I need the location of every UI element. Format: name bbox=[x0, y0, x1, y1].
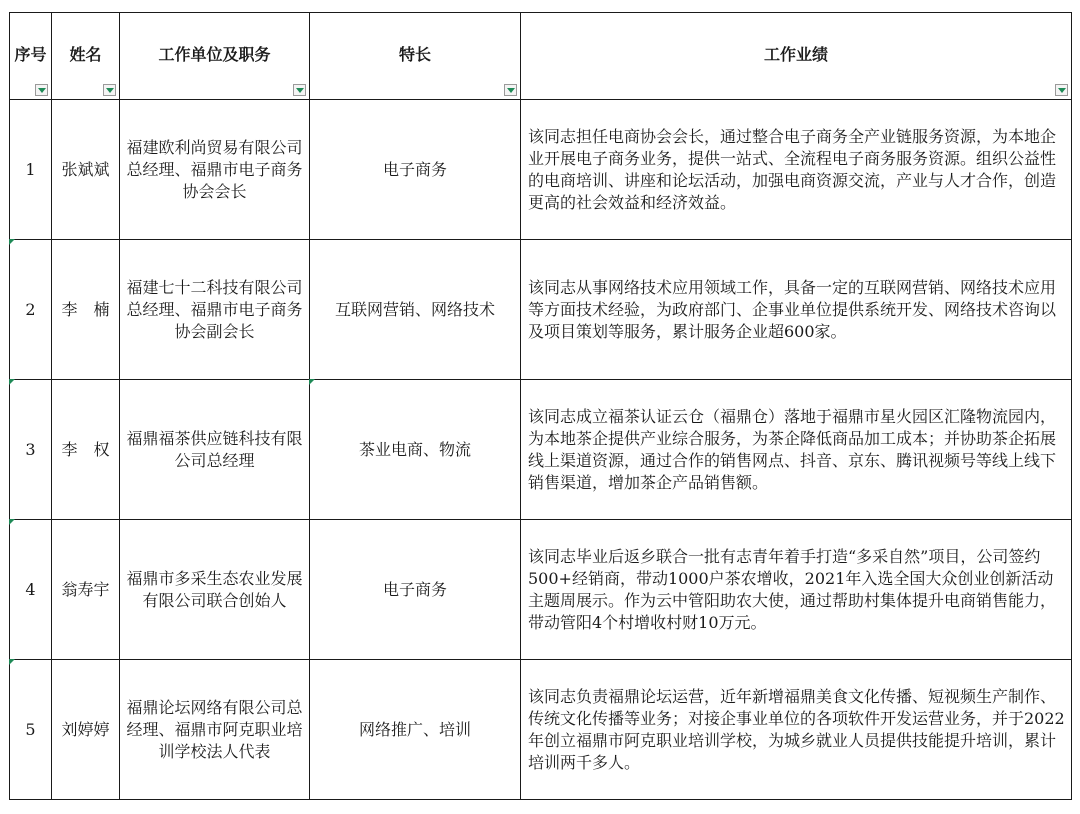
cell-specialty: 茶业电商、物流 bbox=[310, 380, 521, 520]
header-row bbox=[10, 13, 1072, 100]
header-specialty: 特长 bbox=[310, 13, 521, 100]
filter-dropdown-icon[interactable] bbox=[504, 84, 517, 96]
cell-name: 翁寿宇 bbox=[52, 520, 120, 660]
comment-marker-icon bbox=[9, 519, 15, 525]
cell-no: 2 bbox=[10, 240, 52, 380]
cell-unit: 福鼎市多采生态农业发展有限公司联合创始人 bbox=[120, 520, 310, 660]
cell-performance: 该同志成立福茶认证云仓（福鼎仓）落地于福鼎市星火园区汇隆物流园内，为本地茶企提供产业综合服务，为茶企降低商品加工成本；并协助茶企拓展线上渠道资源，通过合作的销售网点、抖音、京东、腾讯视频号等线上线下销售渠道，增加茶企产品销售额。 bbox=[521, 380, 1072, 520]
table-row bbox=[10, 520, 1072, 660]
header-performance: 工作业绩 bbox=[521, 13, 1072, 100]
header-no: 序号 bbox=[10, 13, 52, 100]
cell-no: 4 bbox=[10, 520, 52, 660]
cell-name: 李 权 bbox=[52, 380, 120, 520]
cell-performance: 该同志毕业后返乡联合一批有志青年着手打造“多采自然”项目，公司签约500+经销商，带动1000户茶农增收，2021年入选全国大众创业创新活动主题周展示。作为云中管阳助农大使，通过帮助村集体提升电商销售能力，带动管阳4个村增收村财10万元。 bbox=[521, 520, 1072, 660]
table-row bbox=[10, 100, 1072, 240]
filter-dropdown-icon[interactable] bbox=[1055, 84, 1068, 96]
cell-name: 李 楠 bbox=[52, 240, 120, 380]
table-row bbox=[10, 240, 1072, 380]
table-row bbox=[10, 380, 1072, 520]
personnel-table bbox=[9, 12, 1072, 800]
comment-marker-icon bbox=[9, 239, 15, 245]
cell-name: 刘婷婷 bbox=[52, 660, 120, 800]
cell-no: 5 bbox=[10, 660, 52, 800]
filter-dropdown-icon[interactable] bbox=[103, 84, 116, 96]
cell-performance: 该同志从事网络技术应用领域工作，具备一定的互联网营销、网络技术应用等方面技术经验，为政府部门、企事业单位提供系统开发、网络技术咨询以及项目策划等服务，累计服务企业超600家。 bbox=[521, 240, 1072, 380]
cell-no: 1 bbox=[10, 100, 52, 240]
table-row bbox=[10, 660, 1072, 800]
header-name: 姓名 bbox=[52, 13, 120, 100]
cell-unit: 福鼎福茶供应链科技有限公司总经理 bbox=[120, 380, 310, 520]
filter-dropdown-icon[interactable] bbox=[35, 84, 48, 96]
cell-performance: 该同志担任电商协会会长，通过整合电子商务全产业链服务资源，为本地企业开展电子商务业务，提供一站式、全流程电子商务服务资源。组织公益性的电商培训、讲座和论坛活动，加强电商资源交流，产业与人才合作，创造更高的社会效益和经济效益。 bbox=[521, 100, 1072, 240]
cell-specialty: 网络推广、培训 bbox=[310, 660, 521, 800]
cell-unit: 福建七十二科技有限公司总经理、福鼎市电子商务协会副会长 bbox=[120, 240, 310, 380]
comment-marker-icon bbox=[9, 379, 15, 385]
cell-name: 张斌斌 bbox=[52, 100, 120, 240]
cell-specialty: 互联网营销、网络技术 bbox=[310, 240, 521, 380]
comment-marker-icon bbox=[9, 659, 15, 665]
cell-no: 3 bbox=[10, 380, 52, 520]
cell-specialty: 电子商务 bbox=[310, 520, 521, 660]
cell-performance: 该同志负责福鼎论坛运营，近年新增福鼎美食文化传播、短视频生产制作、传统文化传播等业务；对接企事业单位的各项软件开发运营业务，并于2022年创立福鼎市阿克职业培训学校，为城乡就业人员提供技能提升培训，累计培训两千多人。 bbox=[521, 660, 1072, 800]
cell-specialty: 电子商务 bbox=[310, 100, 521, 240]
comment-marker-icon bbox=[309, 379, 315, 385]
cell-unit: 福鼎论坛网络有限公司总经理、福鼎市阿克职业培训学校法人代表 bbox=[120, 660, 310, 800]
cell-unit: 福建欧利尚贸易有限公司总经理、福鼎市电子商务协会会长 bbox=[120, 100, 310, 240]
header-unit: 工作单位及职务 bbox=[120, 13, 310, 100]
filter-dropdown-icon[interactable] bbox=[293, 84, 306, 96]
